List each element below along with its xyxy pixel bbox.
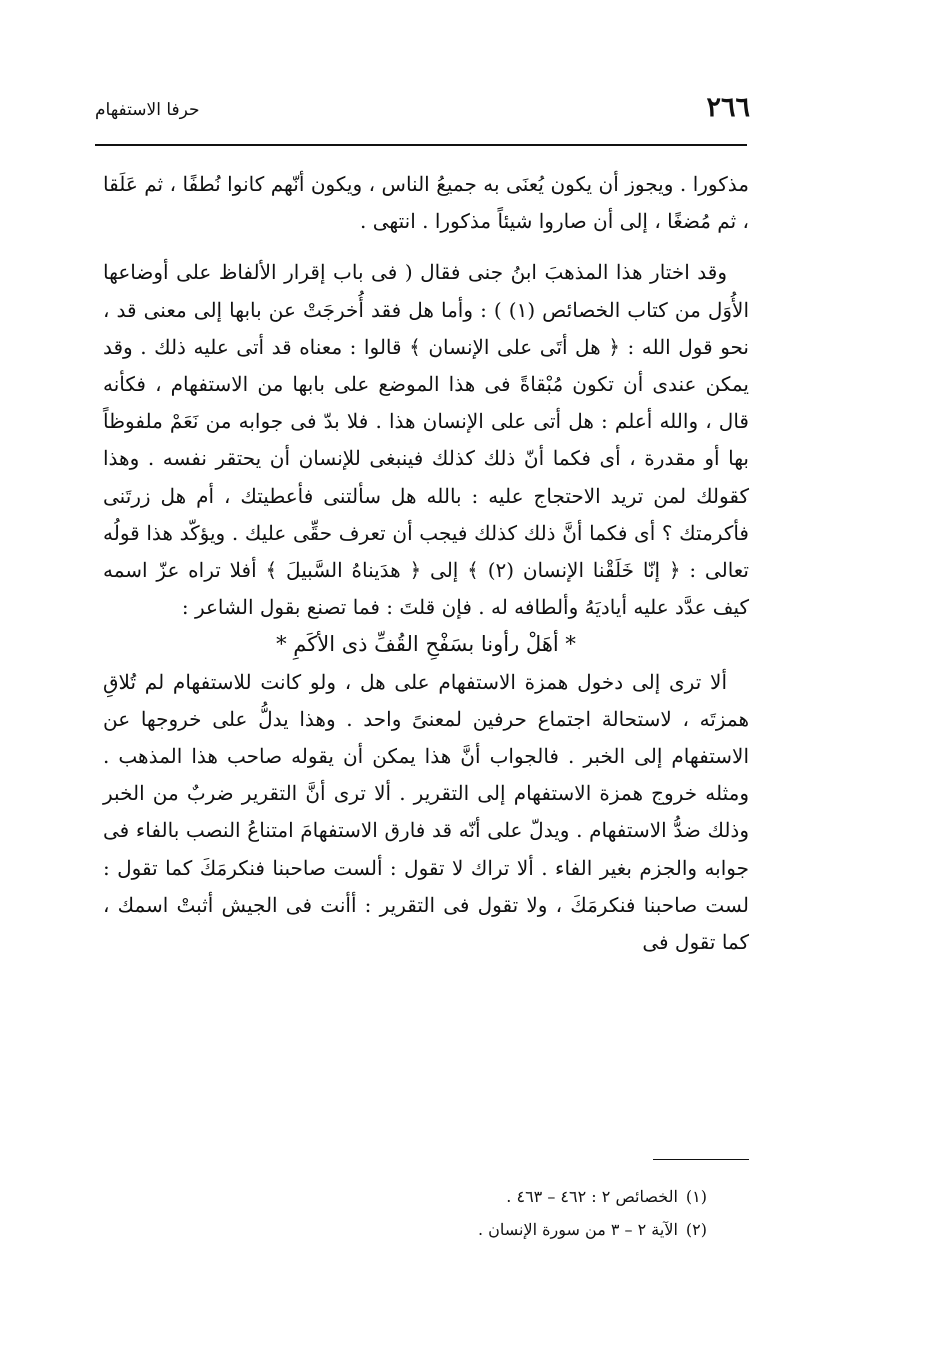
- page-number: ٢٦٦: [706, 92, 750, 123]
- page-header: [95, 92, 750, 136]
- paragraph-1: مذكورا . ويجوز أن يكون يُعنَى به جميعُ الناس ، ويكون أنّهم كانوا نُطفًا ، ثم عَلَقا ، ثم مُضغًا ، إلى أن صاروا شيئاً مذكورا . انتهى .: [103, 172, 749, 234]
- footnote-text: الآية ٢ – ٣ من سورة الإنسان .: [477, 1220, 678, 1239]
- header-divider: [95, 144, 747, 146]
- verse-quote: * أهَلْ رأونا بسَفْحِ القُفِّ ذى الأكَمِ *: [276, 632, 576, 657]
- footnote-2: [300, 1213, 707, 1246]
- footnote-number: (٢): [685, 1220, 707, 1239]
- footnote-number: (١): [685, 1187, 707, 1206]
- footnotes: [300, 1180, 707, 1246]
- paragraph-2: وقد اختار هذا المذهبَ ابنُ جنى فقال ( فى باب إقرار الألفاظ على أوضاعها الأُوَل من كتاب الخصائص (١) ) : وأما هل فقد أُخرجَتْ عن بابها إلى معنى قد ، نحو قول الله : ﴿ هل أتَى على الإنسان ﴾ قالوا : معناه قد أتى عليه ذلك . وقد يمكن عندى أن تكون مُبْقاةً فى هذا الموضع على بابها من الاستفهام ، فكأنه قال ، والله أعلم : هل أتى على الإنسان هذا . فلا بدّ فى جوابه من نَعَمْ ملفوظاً بها أو مقدرة ، أى فكما أنّ ذلك كذلك فينبغى للإنسان أن يحتقر نفسه . وهذا كقولك لمن تريد الاحتجاج عليه : بالله هل سألتنى فأعطيتك ، أم هل زرتَنى فأكرمتك ؟ أى فكما أنَّ ذلك كذلك فيجب أن تعرف حقِّى عليك . ويؤكّد هذا قولُه تعالى : ﴿ إنّا خَلَقْنا الإنسان (٢) ﴾ إلى ﴿ هدَيناهُ السَّبيلَ ﴾ أفلا تراه عزّ اسمه كيف عدَّد عليه أياديَهُ وألطافه له . فإن قلتَ : فما تصنع بقول الشاعر :: [103, 260, 750, 620]
- running-title: حرفا الاستفهام: [95, 100, 200, 120]
- paragraph-3: ألا ترى إلى دخول همزة الاستفهام على هل ، ولو كانت للاستفهام لم تُلاقِ همزتَه ، لاستحالة اجتماع حرفين لمعنىً واحد . وهذا يدلُّ على خروجها عن الاستفهام إلى الخبر . فالجواب أنَّ هذا يمكن أن يقوله صاحب هذا المذهب . ومثله خروج همزة الاستفهام إلى التقرير . ألا ترى أنَّ التقرير ضربٌ من الخبر وذلك ضدُّ الاستفهام . ويدلّ على أنّه قد فارق الاستفهامَ امتناعُ النصب بالفاء فى جوابه والجزم بغير الفاء . ألا تراك لا تقول : ألست صاحبنا فنكرمَكَ كما تقول : لست صاحبنا فنكرمَكَ ، ولا تقول فى التقرير : أأنت فى الجيش أثبتْ اسمك ، كما تقول فى: [103, 669, 749, 955]
- footnote-1: [300, 1180, 707, 1213]
- footnote-text: الخصائص ٢ : ٤٦٢ – ٤٦٣ .: [506, 1187, 678, 1206]
- main-text: [103, 166, 749, 961]
- footnote-divider: [653, 1159, 749, 1160]
